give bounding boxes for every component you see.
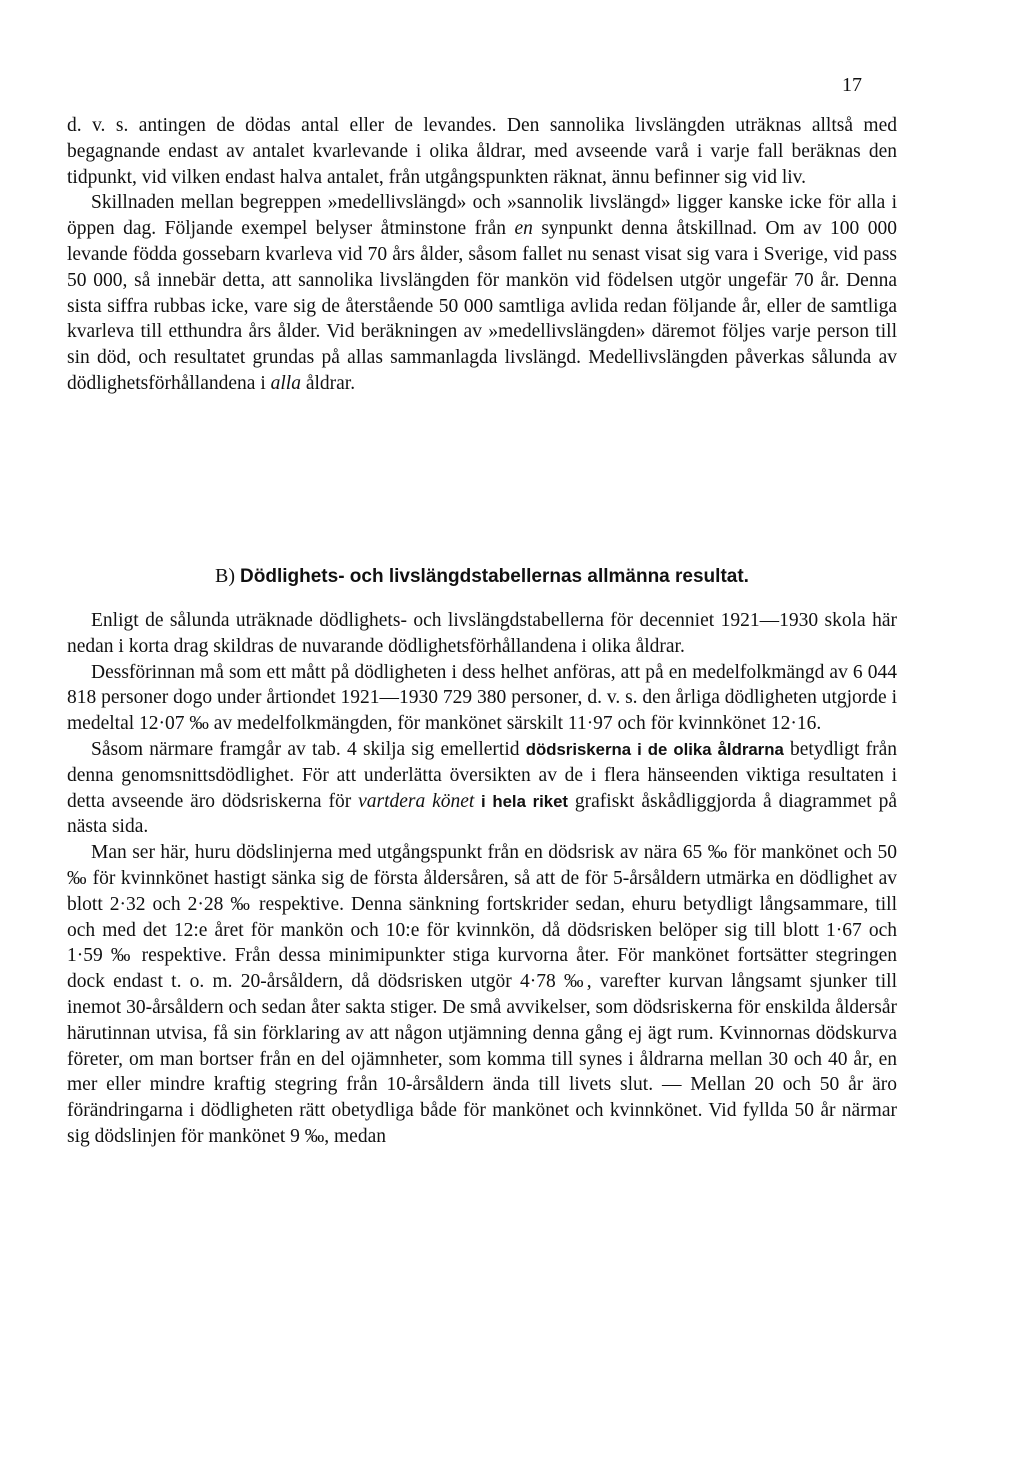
emphasis: alla — [270, 372, 301, 394]
text-run: respektive. Från dessa minimipunkter stiga kurvorna åter. För mankönet fortsätter stegringen dock endast t. o. m. 20-årsåldern, då dödsrisken utgör 4·78 — [67, 945, 897, 993]
bold-phrase: i hela riket — [474, 791, 568, 811]
emphasis: en — [514, 218, 533, 240]
text-run: betydligt från denna genomsnittsdödlighet. För att underlätta översikten av de i flera hänseenden viktiga resultaten i detta avseende äro dödsriskerna för — [67, 738, 897, 812]
section-label: B) — [215, 565, 236, 587]
text-run: Man ser här, huru dödslinjerna med utgångspunkt från en dödsrisk av nära 65 — [91, 842, 708, 864]
paragraph — [67, 737, 897, 840]
text-run: för kvinnkönet hastigt sänka sig de första åldersåren, så att de för 5-årsåldern utmärka en dödlighet av blott 2·32 och 2·28 — [67, 867, 898, 915]
permille-sign: ‰ — [110, 945, 134, 967]
emphasis: vartdera könet — [358, 790, 475, 812]
paragraph — [67, 840, 897, 1150]
permille-sign: ‰ — [67, 867, 88, 889]
bold-phrase: dödsriskerna i de olika åldrarna — [525, 739, 784, 759]
paragraph — [67, 660, 897, 737]
paragraph: Enligt de sålunda uträknade dödlighets- och livslängdstabellerna för decenniet 1921—1930 skola här nedan i korta drag skildras de nuvarande dödlighetsförhållandena i olika åldrar. — [67, 610, 897, 657]
permille-sign: ‰ — [304, 1125, 325, 1147]
page-number: 17 — [842, 74, 862, 96]
intro-text — [67, 113, 897, 397]
section-heading — [67, 565, 897, 588]
text-run: , varefter kurvan långsamt sjunker till inemot 30-årsåldern och sedan åter sakta stiger. De små avvikelser, som dödsriskerna för enskilda åldersår härutinnan utvisa, få sin förklaring av att någon utjämning denna gång ej ägt rum. Kvinnornas dödskurva företer, om man bortser från en del ojämnheter, som komma till synes i åldrarna mellan 30 och 40 år, en mer eller mindre kraftig stegring från 10-årsåldern ända till livets slut. — Mellan 20 och 50 år äro förändringarna i dödligheten rätt obetydliga både för mankönet och kvinnkönet. Vid fyllda 50 år närmar sig dödslinjen för mankönet 9 — [67, 971, 897, 1147]
text-run: respektive. Denna sänkning fortskrider sedan, ehuru betydligt långsammare, till och med det 12:e året för mankön och 10:e för kvinnkön, då dödsrisken belöper sig till blott 1·67 och 1·59 — [67, 893, 897, 967]
text-run: av medelfolkmängden, för mankönet särskilt 11·97 och för kvinnkönet 12·16. — [208, 713, 822, 735]
text-run: grafiskt åskådliggjorda å diagrammet på nästa sida. — [67, 790, 897, 838]
permille-sign: ‰ — [189, 713, 209, 735]
text-run: för mankönet och 50 — [727, 842, 897, 864]
permille-sign: ‰ — [707, 842, 728, 864]
text-run: , medan — [324, 1125, 386, 1147]
section-title: Dödlighets- och livslängdstabellernas allmänna resultat. — [240, 566, 749, 587]
text-run: synpunkt denna åtskillnad. Om av 100 000 levande födda gossebarn kvarleva vid 70 års ålder, såsom fallet nu senast visat sig vara i Sverige, vid pass 50 000, så innebär detta, att sannolika livslängden för mankön vid födelsen utgör ungefär 70 år. Denna sista siffra rubbas icke, vare sig de återstående 50 000 samtliga avlida redan följande år, eller de samtliga kvarleva till etthundra års ålder. Vid beräkningen av »medellivslängden» däremot följes varje person till sin död, och resultatet grundas på allas sammanlagda livslängd. Medellivslängden påverkas sålunda av dödlighetsförhållandena i — [67, 218, 898, 394]
body-text — [67, 608, 897, 1150]
text-run: åldrar. — [300, 372, 356, 394]
permille-sign: ‰ — [563, 971, 587, 993]
paragraph — [67, 190, 897, 396]
text-run: Skillnaden mellan begreppen »medellivslängd» och »sannolik livslängd» ligger kanske icke för alla i öppen dag. Följande exempel belyser åtminstone från — [67, 192, 897, 240]
text-run: Dessförinnan må som ett mått på dödligheten i dess helhet anföras, att på en medelfolkmängd av 6 044 818 personer dogo under årtiondet 1921—1930 729 380 personer, d. v. s. den årliga dödligheten utgjorde i medeltal 12·07 — [67, 661, 897, 735]
permille-sign: ‰ — [230, 893, 252, 915]
text-run: Såsom närmare framgår av tab. 4 skilja sig emellertid — [91, 738, 526, 760]
paragraph: d. v. s. antingen de dödas antal eller de levandes. Den sannolika livslängden uträknas alltså med begagnande endast av antalet kvarlevande i olika åldrar, med avseende varå i varje fall beräknas den tidpunkt, vid vilken endast halva antalet, från utgångspunkten räknat, ännu befinner sig vid liv. — [67, 115, 897, 188]
